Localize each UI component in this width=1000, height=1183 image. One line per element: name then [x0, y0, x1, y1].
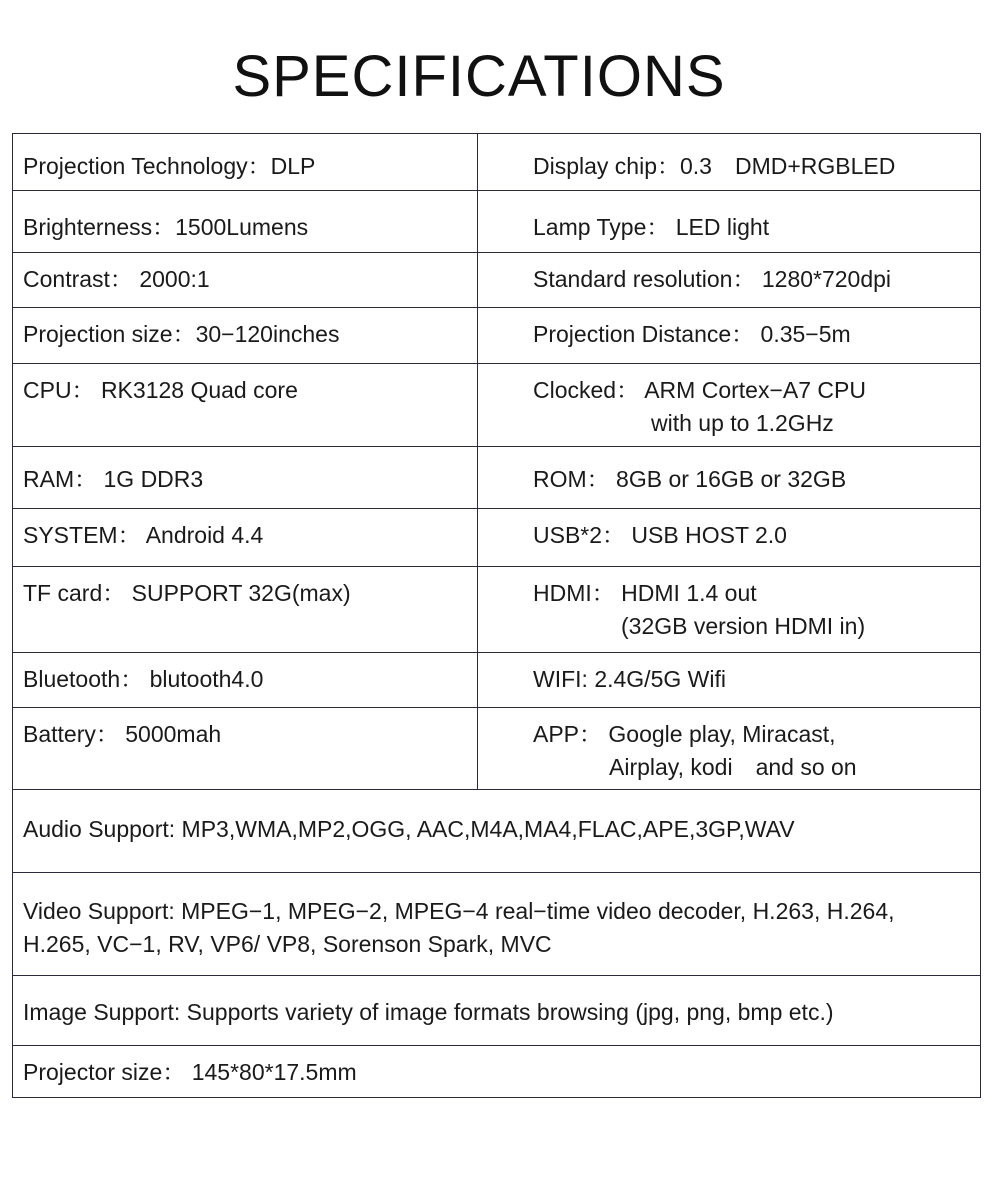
- spec-projection-technology: Projection Technology：DLP: [13, 134, 478, 191]
- spec-hdmi-line1: HDMI： HDMI 1.4 out: [533, 580, 757, 606]
- table-row: [13, 708, 981, 790]
- spec-projection-size: Projection size：30−120inches: [13, 308, 478, 364]
- spec-projector-size: Projector size： 145*80*17.5mm: [13, 1046, 981, 1098]
- specifications-table: [12, 133, 981, 1098]
- spec-image-support: Image Support: Supports variety of image formats browsing (jpg, png, bmp etc.): [13, 976, 981, 1046]
- spec-cpu: CPU： RK3128 Quad core: [13, 364, 478, 447]
- spec-rom: ROM： 8GB or 16GB or 32GB: [478, 447, 981, 509]
- spec-battery: Battery： 5000mah: [13, 708, 478, 790]
- table-row: [13, 790, 981, 873]
- table-row: [13, 976, 981, 1046]
- spec-hdmi-line2: (32GB version HDMI in): [621, 613, 866, 639]
- spec-standard-resolution: Standard resolution： 1280*720dpi: [478, 253, 981, 308]
- table-row: [13, 447, 981, 509]
- table-row: [13, 653, 981, 708]
- spec-audio-support: Audio Support: MP3,WMA,MP2,OGG, AAC,M4A,MA4,FLAC,APE,3GP,WAV: [13, 790, 981, 873]
- spec-hdmi: [478, 567, 981, 653]
- spec-video-support: [13, 873, 981, 976]
- spec-wifi: WIFI: 2.4G/5G Wifi: [478, 653, 981, 708]
- table-row: [13, 364, 981, 447]
- spec-contrast: Contrast： 2000:1: [13, 253, 478, 308]
- spec-video-line1: Video Support: MPEG−1, MPEG−2, MPEG−4 real−time video decoder, H.263, H.264,: [23, 898, 895, 924]
- page-title: SPECIFICATIONS: [232, 44, 726, 109]
- spec-system: SYSTEM： Android 4.4: [13, 509, 478, 567]
- table-row: [13, 1046, 981, 1098]
- spec-projection-distance: Projection Distance： 0.35−5m: [478, 308, 981, 364]
- spec-tf-card: TF card： SUPPORT 32G(max): [13, 567, 478, 653]
- spec-video-line2: H.265, VC−1, RV, VP6/ VP8, Sorenson Spark, MVC: [23, 931, 552, 957]
- spec-display-chip: Display chip：0.3 DMD+RGBLED: [478, 134, 981, 191]
- table-row: [13, 134, 981, 191]
- spec-app-line2: Airplay, kodi and so on: [609, 754, 857, 780]
- table-row: [13, 509, 981, 567]
- spec-usb: USB*2： USB HOST 2.0: [478, 509, 981, 567]
- table-row: [13, 253, 981, 308]
- table-row: [13, 308, 981, 364]
- table-row: [13, 191, 981, 253]
- spec-ram: RAM： 1G DDR3: [13, 447, 478, 509]
- spec-app: [478, 708, 981, 790]
- table-row: [13, 873, 981, 976]
- spec-app-line1: APP： Google play, Miracast,: [533, 721, 836, 747]
- spec-lamp-type: Lamp Type： LED light: [478, 191, 981, 253]
- spec-clocked-line2: with up to 1.2GHz: [651, 410, 834, 436]
- spec-clocked-line1: Clocked： ARM Cortex−A7 CPU: [533, 377, 866, 403]
- table-row: [13, 567, 981, 653]
- spec-brightness: Brighterness：1500Lumens: [13, 191, 478, 253]
- spec-bluetooth: Bluetooth： blutooth4.0: [13, 653, 478, 708]
- spec-clocked: [478, 364, 981, 447]
